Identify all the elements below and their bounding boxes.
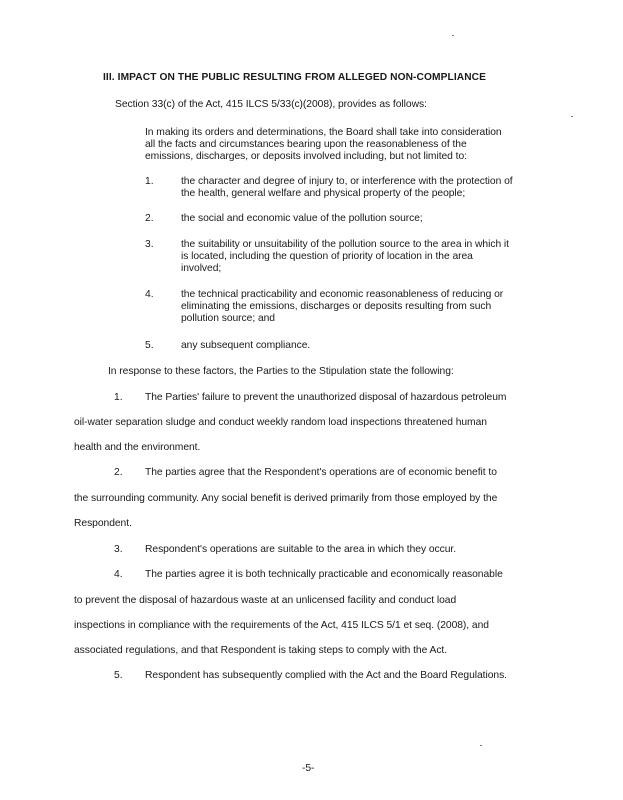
factor-number: 3. (145, 239, 154, 250)
factor-line: involved; (181, 263, 222, 274)
scan-speck (452, 35, 454, 36)
response-line: The Parties' failure to prevent the unauthorized disposal of hazardous petroleum (145, 392, 507, 403)
factor-number: 4. (145, 289, 154, 300)
factor-number: 1. (145, 176, 154, 187)
factor-line: the suitability or unsuitability of the pollution source to the area in which it (181, 239, 509, 250)
response-line: The parties agree it is both technically practicable and economically reasonable (145, 569, 503, 580)
quote-line: emissions, discharges, or deposits involved including, but not limited to: (145, 151, 467, 162)
quote-line: In making its orders and determinations, the Board shall take into consideration (145, 127, 502, 138)
response-line: to prevent the disposal of hazardous waste at an unlicensed facility and conduct load (74, 595, 457, 606)
response-intro: In response to these factors, the Parties to the Stipulation state the following: (108, 366, 454, 377)
factor-number: 2. (145, 213, 154, 224)
response-line: oil-water separation sludge and conduct weekly random load inspections threatened human (74, 417, 487, 428)
factor-number: 5. (145, 340, 154, 351)
response-line: associated regulations, and that Respondent is taking steps to comply with the Act. (74, 645, 448, 656)
response-number: 3. (114, 544, 123, 555)
factor-line: is located, including the question of priority of location in the area (181, 251, 473, 262)
quote-line: all the facts and circumstances bearing upon the reasonableness of the (145, 139, 467, 150)
intro-sentence: Section 33(c) of the Act, 415 ILCS 5/33(c)(2008), provides as follows: (115, 99, 427, 110)
factor-line: the technical practicability and economic reasonableness of reducing or (181, 289, 504, 300)
scan-speck (571, 116, 573, 117)
response-number: 2. (114, 467, 123, 478)
response-line: inspections in compliance with the requirements of the Act, 415 ILCS 5/1 et seq. (2008), and (74, 620, 489, 631)
response-line: health and the environment. (74, 442, 201, 453)
factor-line: any subsequent compliance. (181, 340, 311, 351)
factor-line: the health, general welfare and physical property of the people; (181, 188, 466, 199)
response-line: the surrounding community. Any social benefit is derived primarily from those employed by the (74, 493, 498, 504)
response-number: 1. (114, 392, 123, 403)
response-number: 4. (114, 569, 123, 580)
section-heading: III. IMPACT ON THE PUBLIC RESULTING FROM ALLEGED NON-COMPLIANCE (103, 72, 487, 83)
response-line: Respondent. (74, 518, 132, 529)
response-line: The parties agree that the Respondent's operations are of economic benefit to (145, 467, 497, 478)
response-line: Respondent's operations are suitable to the area in which they occur. (145, 544, 457, 555)
factor-line: pollution source; and (181, 313, 275, 324)
factor-line: eliminating the emissions, discharges or deposits resulting from such (181, 301, 492, 312)
response-line: Respondent has subsequently complied with the Act and the Board Regulations. (145, 670, 507, 681)
page-number: -5- (302, 763, 315, 774)
factor-line: the social and economic value of the pollution source; (181, 213, 423, 224)
scan-speck (480, 745, 482, 746)
response-number: 5. (114, 670, 123, 681)
factor-line: the character and degree of injury to, or interference with the protection of (181, 176, 513, 187)
